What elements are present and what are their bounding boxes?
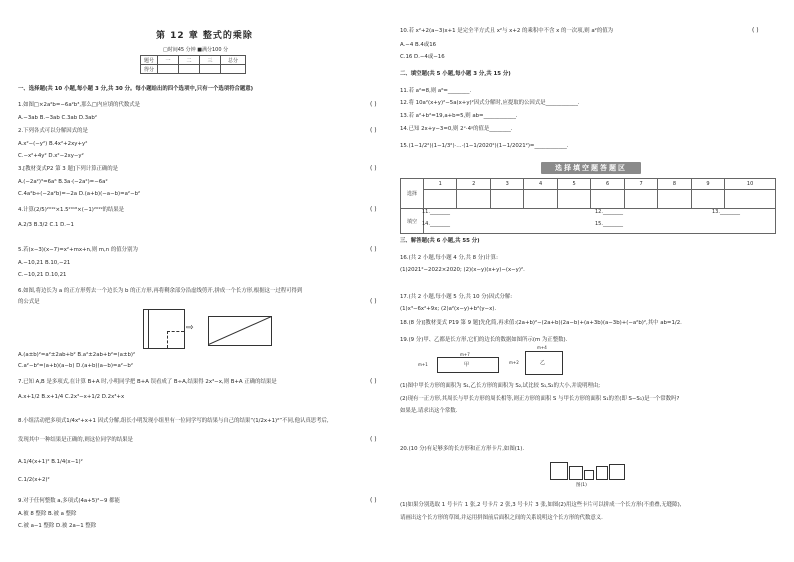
q13-text: 13.若 a²+b²=19,a+b=5,则 ab=____________. [400, 113, 518, 119]
choice-num-10: 10 [725, 179, 776, 190]
q2-text: 2.下列各式可以分解因式的是 [18, 128, 88, 134]
choice-answer-cell[interactable] [691, 190, 724, 209]
q8-options-ab: A.1/4(x+1)² B.1/4(x−1)² [18, 459, 83, 465]
q6-cut-square [167, 331, 184, 348]
q6-text-line1: 6.如图,将边长为 a 的正方形剪去一个边长为 b 的正方形,再将剩余部分沿虚线剪开,拼成一个长方形,根据这一过程可得到 [18, 288, 303, 294]
q6-square-figure [143, 309, 185, 349]
q6-options-cd: C.a²−b²=(a+b)(a−b) D.(a+b)(a−b)=a²−b² [18, 363, 134, 369]
score-table [140, 55, 246, 74]
choice-num-3: 3 [490, 179, 523, 190]
q5-text: 5.若(x−3)(x−7)=x²+mx+n,则 m,n 的值分别为 [18, 247, 138, 253]
fig-jia-left-label: m+1 [418, 362, 428, 367]
score-head-2: 二 [179, 56, 200, 65]
choice-answer-cell[interactable] [624, 190, 657, 209]
fill-answer-15[interactable]: 15.________ [595, 221, 623, 227]
choice-num-9: 9 [691, 179, 724, 190]
q7-answer-paren[interactable]: ( ) [370, 378, 377, 385]
q10-options-ab: A.−4 B.4或16 [400, 42, 437, 48]
q9-options-cd: C.被 a−1 整除 D.被 2a−1 整除 [18, 523, 97, 529]
q3-options-cd: C.4a²b÷(−2a²b)=−2a D.(a+b)(−a−b)=a²−b² [18, 191, 141, 197]
q6-text-line2: 的公式是 [18, 299, 40, 305]
fill-answer-12[interactable]: 12.________ [595, 209, 623, 215]
q19-text: 19.(9 分)甲、乙都是长方形,它们的边长的数据如图所示(m 为正整数). [400, 337, 568, 343]
q4-answer-paren[interactable]: ( ) [370, 206, 377, 213]
answer-table [400, 178, 776, 234]
choice-num-5: 5 [557, 179, 590, 190]
choice-num-7: 7 [624, 179, 657, 190]
choice-answer-cell[interactable] [457, 190, 490, 209]
q20-text: 20.(10 分)有足够多的长方形和正方形卡片,如图(1). [400, 446, 525, 452]
q1-text: 1.如图□×2a²b=−6a²b³,那么□内应填的代数式是 [18, 102, 141, 108]
score-cell[interactable] [158, 65, 179, 74]
q6-answer-paren[interactable]: ( ) [370, 298, 377, 305]
choice-answer-cell[interactable] [524, 190, 557, 209]
q16-parts: (1)2021²−2022×2020; (2)(x−y)(x+y)−(x−y)². [400, 267, 525, 273]
q6-options-ab: A.(a±b)²=a²±2ab+b² B.a²±2ab+b²=(a±b)² [18, 352, 136, 358]
choice-answer-cell[interactable] [725, 190, 776, 209]
q20-part1: (1)如果分别选取 1 号卡片 1 张,2 号卡片 2 张,3 号卡片 3 张,如图(2)用这些卡片可以拼成一个长方形(不重叠,无缝隙), [400, 502, 682, 508]
section1-heading: 一、选择题(共 10 小题,每小题 3 分,共 30 分。每小题给出的四个选项中,只有一个选项符合题意) [18, 86, 254, 92]
section3-heading: 三、解答题(共 6 小题,共 55 分) [400, 238, 480, 244]
q14-text: 14.已知 2x+y−3=0,则 2ˣ·4ʸ的值是________. [400, 126, 513, 132]
q9-options-ab: A.被 8 整除 B.被 a 整除 [18, 511, 77, 517]
q19-part3: 如果是,请求出这个常数. [400, 408, 458, 414]
page-title: 第 12 章 整式的乘除 [156, 31, 253, 41]
choice-num-6: 6 [591, 179, 624, 190]
choice-answer-cell[interactable] [658, 190, 691, 209]
q3-text: 3.[教材变式P2 第 3 题]下列计算正确的是 [18, 166, 119, 172]
q3-options-ab: A.(−2a²)³=6a⁶ B.3a·(−2a²)=−6a² [18, 179, 108, 185]
q9-answer-paren[interactable]: ( ) [370, 497, 377, 504]
fill-row-label: 填空 [401, 209, 424, 234]
choice-answer-cell[interactable] [490, 190, 523, 209]
score-head-total: 总分 [221, 56, 246, 65]
fill-answer-13[interactable]: 13.________ [712, 209, 740, 215]
card-3-small-square [584, 470, 594, 480]
q17-parts: (1)x³−6x²+9x; (2)a²(x−y)+b²(y−x). [400, 306, 497, 312]
q6-rectangle-figure [208, 316, 272, 346]
section2-heading: 二、填空题(共 5 小题,每小题 3 分,共 15 分) [400, 71, 511, 77]
q2-options-ab: A.x²−(−y²) B.4x²+2xy+y² [18, 141, 88, 147]
q4-options: A.2/3 B.3/2 C.1 D.−1 [18, 222, 74, 228]
choice-num-4: 4 [524, 179, 557, 190]
q6-diagonal [208, 316, 272, 346]
choice-answer-cell[interactable] [557, 190, 590, 209]
choice-answer-cell[interactable] [591, 190, 624, 209]
choice-num-2: 2 [457, 179, 490, 190]
q9-text: 9.对于任何整数 a,多项式(4a+5)²−9 都能 [18, 498, 120, 504]
q11-text: 11.若 a²=8,则 a⁶=________. [400, 88, 472, 94]
q1-answer-paren[interactable]: ( ) [370, 101, 377, 108]
q5-options-cd: C.−10,21 D.10,21 [18, 272, 67, 278]
q3-answer-paren[interactable]: ( ) [370, 165, 377, 172]
q10-text: 10.若 x²+2(a−3)x+1 是完全平方式且 x²与 x+2 的乘积中不含 x 的一次项,则 a²的值为 [400, 28, 614, 34]
q2-answer-paren[interactable]: ( ) [370, 127, 377, 134]
score-row-label: 得分 [141, 65, 158, 74]
q12-text: 12.将 10a²(x+y)²−5a(x+y)²因式分解时,应提取的公因式是____________. [400, 100, 580, 106]
fill-answer-11[interactable]: 11.________ [422, 209, 450, 215]
q15-text: 15.(1−1/2²)(1−1/3²)·…·(1−1/2020²)(1−1/2021²)=____________. [400, 143, 569, 149]
answer-area-banner: 选择填空题答题区 [541, 162, 641, 174]
score-cell[interactable] [200, 65, 221, 74]
q5-answer-paren[interactable]: ( ) [370, 246, 377, 253]
q19-part2: (2)现有一正方形,其周长与甲长方形的周长相等,则正方形的面积 S 与甲长方形的面积 S₁的差(即 S−S₁)是一个常数吗? [400, 396, 680, 402]
fig-jia-label: 甲 [464, 362, 470, 368]
q6-arrow-icon: ⇨ [186, 323, 194, 333]
card-4-rect [596, 466, 608, 480]
q1-options: A.−3ab B.−3ab C.3ab D.3ab² [18, 115, 98, 121]
q7-options: A.x+1/2 B.x+1/4 C.2x³−x+1/2 D.2x³+x [18, 394, 125, 400]
choice-answer-cell[interactable] [424, 190, 457, 209]
fill-answer-14[interactable]: 14.________ [422, 221, 450, 227]
score-cell[interactable] [179, 65, 200, 74]
card-5-rect [609, 464, 625, 480]
q10-options-cd: C.16 D.−4或−16 [400, 54, 445, 60]
q5-options-ab: A.−10,21 B.10,−21 [18, 260, 71, 266]
q10-answer-paren[interactable]: ( ) [752, 27, 759, 34]
fig-yi-label: 乙 [540, 360, 546, 366]
card-2-rect [569, 466, 583, 480]
fig-jia-top-label: m+7 [460, 352, 470, 357]
q8-text-line2: 发现其中一种结果是正确的,则这位同学的结果是 [18, 437, 133, 443]
score-head-label: 题号 [141, 56, 158, 65]
fig-yi-left-label: m+2 [509, 360, 519, 365]
card-1-large-square [550, 462, 568, 480]
fig-yi-top-label: m+4 [537, 345, 547, 350]
q19-part1: (1)图中甲长方形的面积为 S₁,乙长方形的面积为 S₂,试比较 S₁,S₂的大小,并说明理由; [400, 383, 601, 389]
fig-jia-rect [437, 352, 499, 373]
q8-options-cd: C.1/2(x+2)² [18, 477, 50, 483]
q7-text: 7.已知 A,B 是多项式,在计算 B+A 时,小明同学把 B+A 误看成了 B÷A,结果得 2x³−x,则 B+A 正确的结果是 [18, 379, 277, 385]
q4-text: 4.计算(2/5)²⁰¹⁹×1.5²⁰¹⁸×(−1)²⁰¹⁹的结果是 [18, 207, 125, 213]
score-head-3: 三 [200, 56, 221, 65]
q20-part2: 请画出这个长方形的草图,并运用拼图前后面积之间的关系说明这个长方形的代数意义. [400, 515, 603, 521]
q8-answer-paren[interactable]: ( ) [370, 436, 377, 443]
q16-text: 16.(共 2 小题,每小题 4 分,共 8 分)计算: [400, 255, 498, 261]
exam-meta: □时间45 分钟 ■满分100 分 [163, 47, 229, 53]
choice-num-1: 1 [424, 179, 457, 190]
q17-text: 17.(共 2 小题,每小题 5 分,共 10 分)因式分解: [400, 294, 513, 300]
q18-text: 18.(8 分)[教材变式 P19 第 9 题]先化简,再求值:(2a+b)²−(2a+b)(2a−b)+(a+3b)(a−3b)+(−a²b)²,其中 ab=1/2. [400, 320, 682, 326]
q2-options-cd: C.−x²+4y² D.x²−2xy−y² [18, 153, 84, 159]
choice-row-label: 选择 [401, 179, 424, 209]
q6-strip [144, 310, 149, 348]
fig-yi-rect [525, 345, 563, 375]
fig-caption: 图(1) [576, 483, 587, 488]
score-head-1: 一 [158, 56, 179, 65]
q8-text-line1: 8.小组活动把多项式1/4x²+x+1 因式分解,组长小明发现小组里有一位同学写的结果与自己的结果“(1/2x+1)²”不同,他认真思考后, [18, 418, 329, 424]
score-cell[interactable] [221, 65, 246, 74]
choice-num-8: 8 [658, 179, 691, 190]
